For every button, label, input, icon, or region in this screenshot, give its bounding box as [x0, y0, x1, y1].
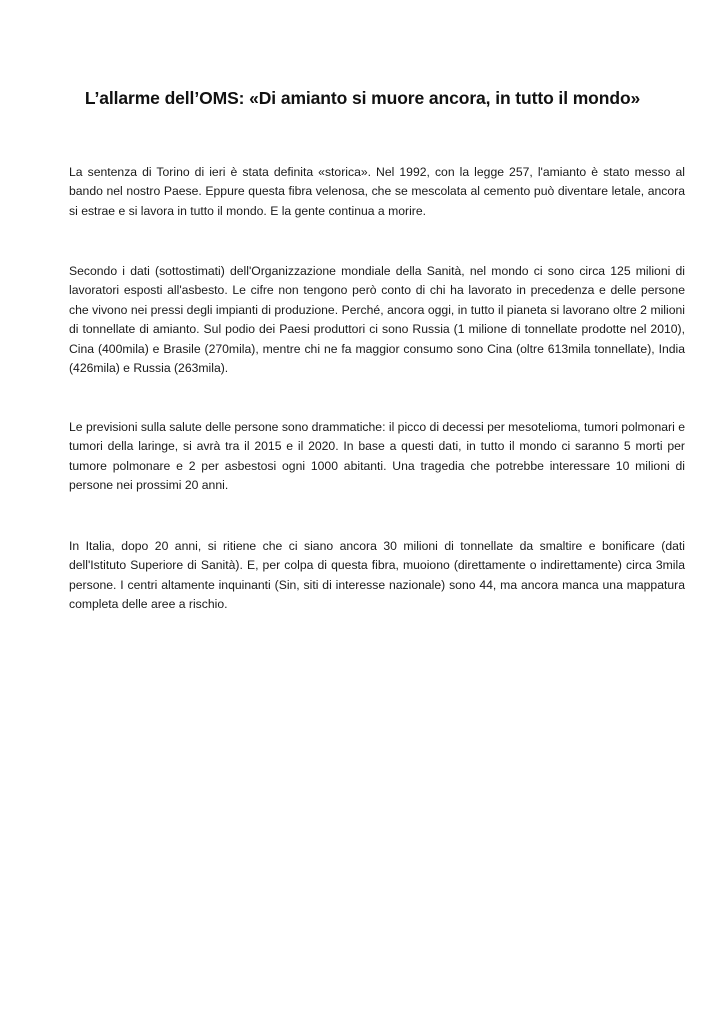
paragraph-torino-sentence: La sentenza di Torino di ieri è stata definita «storica». Nel 1992, con la legge 257, l'amianto è stato messo al bando nel nostro Paese. Eppure questa fibra velenosa, che se mescolata al cemento può diventare letale, ancora si estrae e si lavora in tutto il mondo. E la gente continua a morire.: [69, 165, 685, 218]
paragraph-oms-data: Secondo i dati (sottostimati) dell'Organizzazione mondiale della Sanità, nel mondo ci sono circa 125 milioni di lavoratori esposti all'asbesto. Le cifre non tengono però conto di chi ha lavorato in precedenza e delle persone che vivono nei pressi degli impianti di produzione. Perché, ancora oggi, in tutto il pianeta si lavorano oltre 2 milioni di tonnellate di amianto. Sul podio dei Paesi produttori ci sono Russia (1 milione di tonnellate prodotte nel 2010), Cina (400mila) e Brasile (270mila), mentre chi ne fa maggior consumo sono Cina (oltre 613mila tonnellate), India (426mila) e Russia (263mila).: [69, 264, 685, 376]
paragraph-health-forecast: Le previsioni sulla salute delle persone sono drammatiche: il picco di decessi per mesotelioma, tumori polmonari e tumori della laringe, si avrà tra il 2015 e il 2020. In base a questi dati, in tutto il mondo ci saranno 5 morti per tumore polmonare e 2 per asbestosi ogni 1000 abitanti. Una tragedia che potrebbe interessare 10 milioni di persone nei prossimi 20 anni.: [69, 420, 685, 493]
document-title: L’allarme dell’OMS: «Di amianto si muore ancora, in tutto il mondo»: [84, 88, 641, 108]
paragraph-italy-situation: In Italia, dopo 20 anni, si ritiene che ci siano ancora 30 milioni di tonnellate da smaltire e bonificare (dati dell'Istituto Superiore di Sanità). E, per colpa di questa fibra, muoiono (direttamente o indirettamente) circa 3mila persone. I centri altamente inquinanti (Sin, siti di interesse nazionale) sono 44, ma ancora manca una mappatura completa delle aree a rischio.: [69, 539, 685, 612]
